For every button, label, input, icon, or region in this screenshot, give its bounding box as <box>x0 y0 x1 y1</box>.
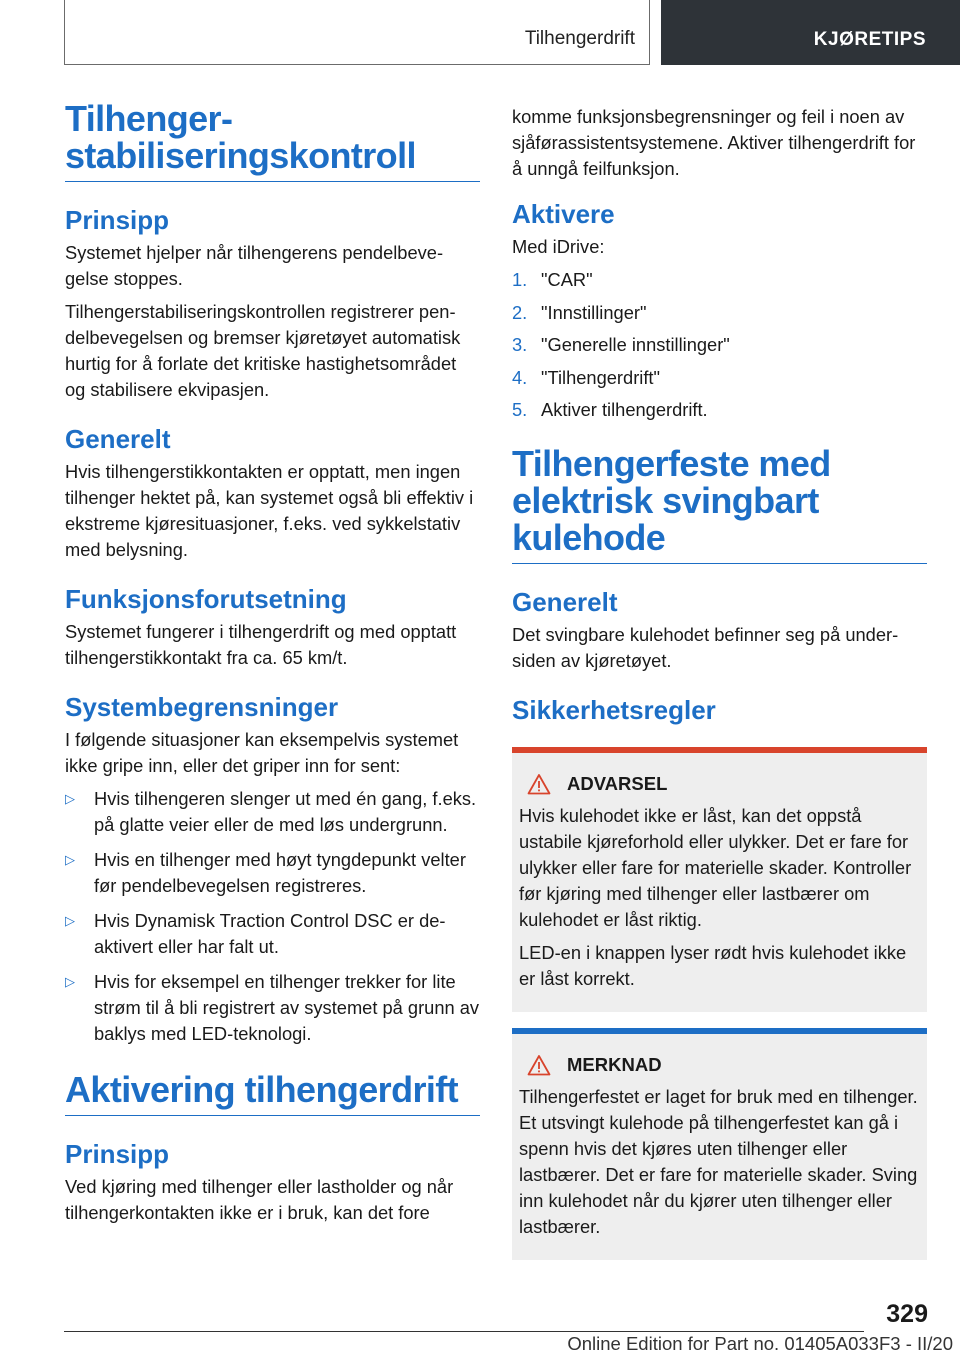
page-number: 329 <box>886 1300 928 1328</box>
paragraph: Tilhengerfestet er laget for bruk med en tilhenger. Et utsvingt kulehode på tilhengerfestet kan gå i spenn hvis det kjøres uten tilhenger eller lastbærer. Det er fare for materielle skader. Sving inn kulehodet når du kjører uten tilhenger eller lastbærer. <box>519 1086 918 1237</box>
paragraph: Systemet hjelper når tilhengerens pendelbevegelse stoppes. <box>65 242 444 289</box>
warning-title: ADVARSEL <box>567 773 668 794</box>
section-safety <box>512 695 927 1260</box>
list-item: 5. Aktiver tilhengerdrift. <box>512 399 708 420</box>
paragraph: LED-en i knappen lyser rødt hvis kulehodet ikke er låst korrekt. <box>519 942 907 989</box>
section-general <box>65 424 480 563</box>
list-item: 2. "Innstillinger" <box>512 301 647 323</box>
list-item: 3. "Generelle innstillinger" <box>512 334 730 355</box>
section-title-towbar: Tilhengerfeste med elektrisk svingbart kulehode <box>512 445 927 564</box>
header-chapter-label: KJØRETIPS <box>813 29 926 50</box>
page-header <box>0 0 960 66</box>
triangle-bullet-icon: ▷ <box>65 913 75 928</box>
heading-function-requirement: Funksjonsforutsetning <box>65 584 347 614</box>
edition-text: Online Edition for Part no. 01405A033F3 - II/20 <box>567 1333 953 1354</box>
heading-general: Generelt <box>512 587 618 617</box>
header-section-title: Tilhengerdrift <box>524 28 635 49</box>
section-function-requirement <box>65 584 480 671</box>
heading-activate: Aktivere <box>512 199 615 229</box>
list-item: 4. "Tilhengerdrift" <box>512 366 660 388</box>
heading-principle: Prinsipp <box>65 205 170 235</box>
section-activate <box>512 199 927 423</box>
paragraph: Ved kjøring med tilhenger eller lastholder og når tilhengerkontakten ikke er i bruk, kan det fore <box>65 1176 454 1223</box>
heading-principle: Prinsipp <box>65 1139 170 1169</box>
list-item: ▷ Hvis for eksempel en tilhenger trekker for lite strøm til å bli registrert av systemet på grunn av baklys med LED-teknologi. <box>65 971 480 1044</box>
notice-box <box>512 1028 927 1260</box>
page-footer <box>0 1300 960 1362</box>
list-item: 1. "CAR" <box>512 269 593 290</box>
warning-triangle-icon <box>527 773 551 795</box>
heading-safety: Sikkerhetsregler <box>512 695 716 725</box>
paragraph-continued: komme funksjonsbegrensninger og feil i noen av sjåførassistentsystemene. Aktiver tilhengerdrift for å unngå feilfunksjon. <box>512 106 916 179</box>
triangle-bullet-icon: ▷ <box>65 974 75 989</box>
heading-system-limits: Systembegrensninger <box>65 692 339 722</box>
notice-title: MERKNAD <box>567 1054 662 1075</box>
section-principle <box>65 205 480 403</box>
paragraph: Hvis tilhengerstikkontakten er opptatt, men ingen tilhenger hektet på, kan systemet også bli effektiv i ekstreme kjøresituasjoner, f.eks. ved sykkelstativ med belysning. <box>65 461 474 560</box>
section-general-2 <box>512 587 927 674</box>
steps-list <box>512 267 927 423</box>
warning-box <box>512 747 927 1012</box>
paragraph: Med iDrive: <box>512 236 605 257</box>
paragraph: Tilhengerstabiliseringskontrollen registrerer pendelbevegelsen og bremser kjøretøyet automatisk hurtig for å forlate det kritiske hastighetsområdet og stabilisere ekvipasjen. <box>65 301 461 400</box>
header-chapter-tab[interactable] <box>661 0 960 65</box>
header-section-box <box>64 0 650 65</box>
section-system-limits <box>65 692 480 1047</box>
paragraph: Systemet fungerer i tilhengerdrift og med opptatt tilhengerstikkontakt fra ca. 65 km/t. <box>65 621 457 668</box>
warning-triangle-icon <box>527 1054 551 1076</box>
right-column <box>512 100 927 1276</box>
paragraph: Hvis kulehodet ikke er låst, kan det oppstå ustabile kjøreforhold eller ulykker. Det er fare for ulykker eller fare for materielle skader. Kontroller før kjøring med tilhenger eller lastbærer om kulehodet er låst riktig. <box>519 805 912 930</box>
section-title-trailer-stability: Tilhengerstabiliseringskontroll <box>65 100 480 182</box>
bullet-list <box>65 786 480 1047</box>
list-item: ▷ Hvis tilhengeren slenger ut med én gang, f.eks. på glatte veier eller de med løs undergrunn. <box>65 788 477 835</box>
list-item: ▷ Hvis en tilhenger med høyt tyngdepunkt velter før pendelbevegelsen registreres. <box>65 849 466 896</box>
triangle-bullet-icon: ▷ <box>65 791 75 806</box>
list-item: ▷ Hvis Dynamisk Traction Control DSC er deaktivert eller har falt ut. <box>65 910 446 957</box>
section-principle-2 <box>65 1139 480 1226</box>
left-column <box>65 100 480 1247</box>
paragraph: Det svingbare kulehodet befinner seg på undersiden av kjøretøyet. <box>512 624 899 671</box>
triangle-bullet-icon: ▷ <box>65 852 75 867</box>
footer-divider <box>64 1331 864 1332</box>
section-title-trailer-mode: Aktivering tilhengerdrift <box>65 1071 480 1116</box>
paragraph: I følgende situasjoner kan eksempelvis systemet ikke gripe inn, eller det griper inn for sent: <box>65 729 459 776</box>
heading-general: Generelt <box>65 424 171 454</box>
